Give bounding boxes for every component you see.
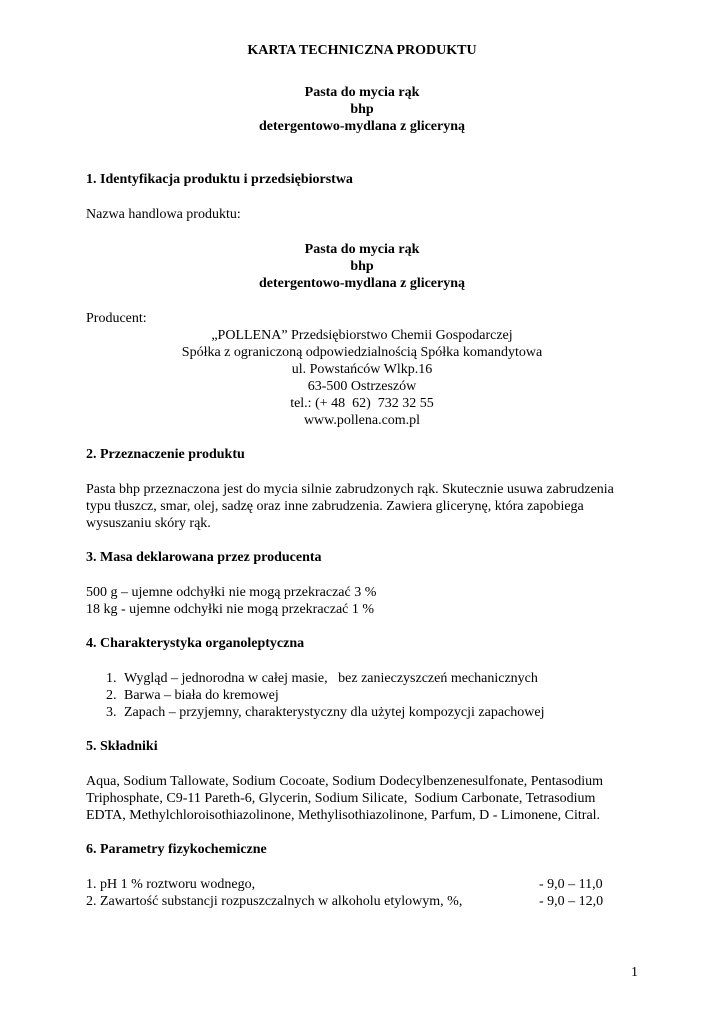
list-item (86, 687, 638, 704)
parameter-value: - 9,0 – 12,0 (539, 894, 604, 909)
trade-name-block (86, 241, 638, 292)
section-heading-ingredients: 5. Składniki (86, 739, 158, 754)
producer-label: Producent: (86, 311, 147, 326)
product-title-line: Pasta do mycia rąk (304, 85, 420, 100)
section-heading-organoleptic: 4. Charakterystyka organoleptyczna (86, 636, 305, 651)
page-number: 1 (631, 965, 638, 980)
paragraph-line: Triphosphate, C9-11 Pareth-6, Glycerin, Sodium Silicate, Sodium Carbonate, Tetrasodium (86, 791, 596, 806)
list-item-text: Wygląd – jednorodna w całej masie, bez zanieczyszczeń mechanicznych (124, 671, 538, 686)
paragraph-line: 500 g – ujemne odchyłki nie mogą przekraczać 3 % (86, 585, 377, 600)
product-title-block (86, 84, 638, 135)
paragraph-line: typu tłuszcz, smar, olej, sadzę oraz inne zabrudzenia. Zawiera glicerynę, która zapobiega (86, 499, 584, 514)
producer-address-block (86, 327, 638, 429)
paragraph-line: 18 kg - ujemne odchyłki nie mogą przekraczać 1 % (86, 602, 375, 617)
parameter-row (86, 893, 638, 910)
producer-city-line: 63-500 Ostrzeszów (307, 379, 417, 394)
list-item (86, 670, 638, 687)
list-item-text: Barwa – biała do kremowej (124, 688, 279, 703)
parameter-label: 1. pH 1 % roztworu wodnego, (86, 877, 256, 892)
section-heading-purpose: 2. Przeznaczenie produktu (86, 447, 245, 462)
product-title-line: detergentowo-mydlana z gliceryną (258, 119, 466, 134)
paragraph-line: Pasta bhp przeznaczona jest do mycia silnie zabrudzonych rąk. Skutecznie usuwa zabrudzenia (86, 482, 614, 497)
purpose-paragraph (86, 481, 638, 532)
list-item-number: 2. (106, 688, 117, 703)
trade-name-label: Nazwa handlowa produktu: (86, 207, 241, 222)
section-heading-declared-mass: 3. Masa deklarowana przez producenta (86, 550, 322, 565)
list-item-number: 3. (106, 705, 117, 720)
list-item (86, 704, 638, 721)
trade-name-line: bhp (350, 259, 374, 274)
paragraph-line: wysuszaniu skóry rąk. (86, 516, 211, 531)
trade-name-line: detergentowo-mydlana z gliceryną (258, 276, 466, 291)
producer-name-line: „POLLENA” Przedsiębiorstwo Chemii Gospodarczej (211, 328, 513, 343)
parameter-label: 2. Zawartość substancji rozpuszczalnych w alkoholu etylowym, %, (86, 894, 463, 909)
section-heading-identification: 1. Identyfikacja produktu i przedsiębiorstwa (86, 172, 353, 187)
parameter-row (86, 876, 638, 893)
list-item-text: Zapach – przyjemny, charakterystyczny dla użytej kompozycji zapachowej (124, 705, 545, 720)
producer-street-line: ul. Powstańców Wlkp.16 (291, 362, 433, 377)
producer-phone-line: tel.: (+ 48 62) 732 32 55 (290, 396, 434, 411)
parameters-table (86, 876, 638, 910)
product-title-line: bhp (350, 102, 374, 117)
producer-website-line: www.pollena.com.pl (303, 413, 421, 428)
trade-name-line: Pasta do mycia rąk (304, 242, 420, 257)
organoleptic-list (86, 670, 638, 721)
ingredients-paragraph (86, 773, 638, 824)
paragraph-line: Aqua, Sodium Tallowate, Sodium Cocoate, Sodium Dodecylbenzenesulfonate, Pentasodium (86, 774, 604, 789)
section-heading-physicochemical: 6. Parametry fizykochemiczne (86, 842, 267, 857)
producer-company-line: Spółka z ograniczoną odpowiedzialnością Spółka komandytowa (181, 345, 543, 360)
list-item-number: 1. (106, 671, 117, 686)
paragraph-line: EDTA, Methylchloroisothiazolinone, Methylisothiazolinone, Parfum, D - Limonene, Citral. (86, 808, 601, 823)
document-page (86, 42, 638, 910)
parameter-value: - 9,0 – 11,0 (539, 877, 603, 892)
document-title: KARTA TECHNICZNA PRODUKTU (247, 43, 477, 58)
declared-mass-paragraph (86, 584, 638, 618)
